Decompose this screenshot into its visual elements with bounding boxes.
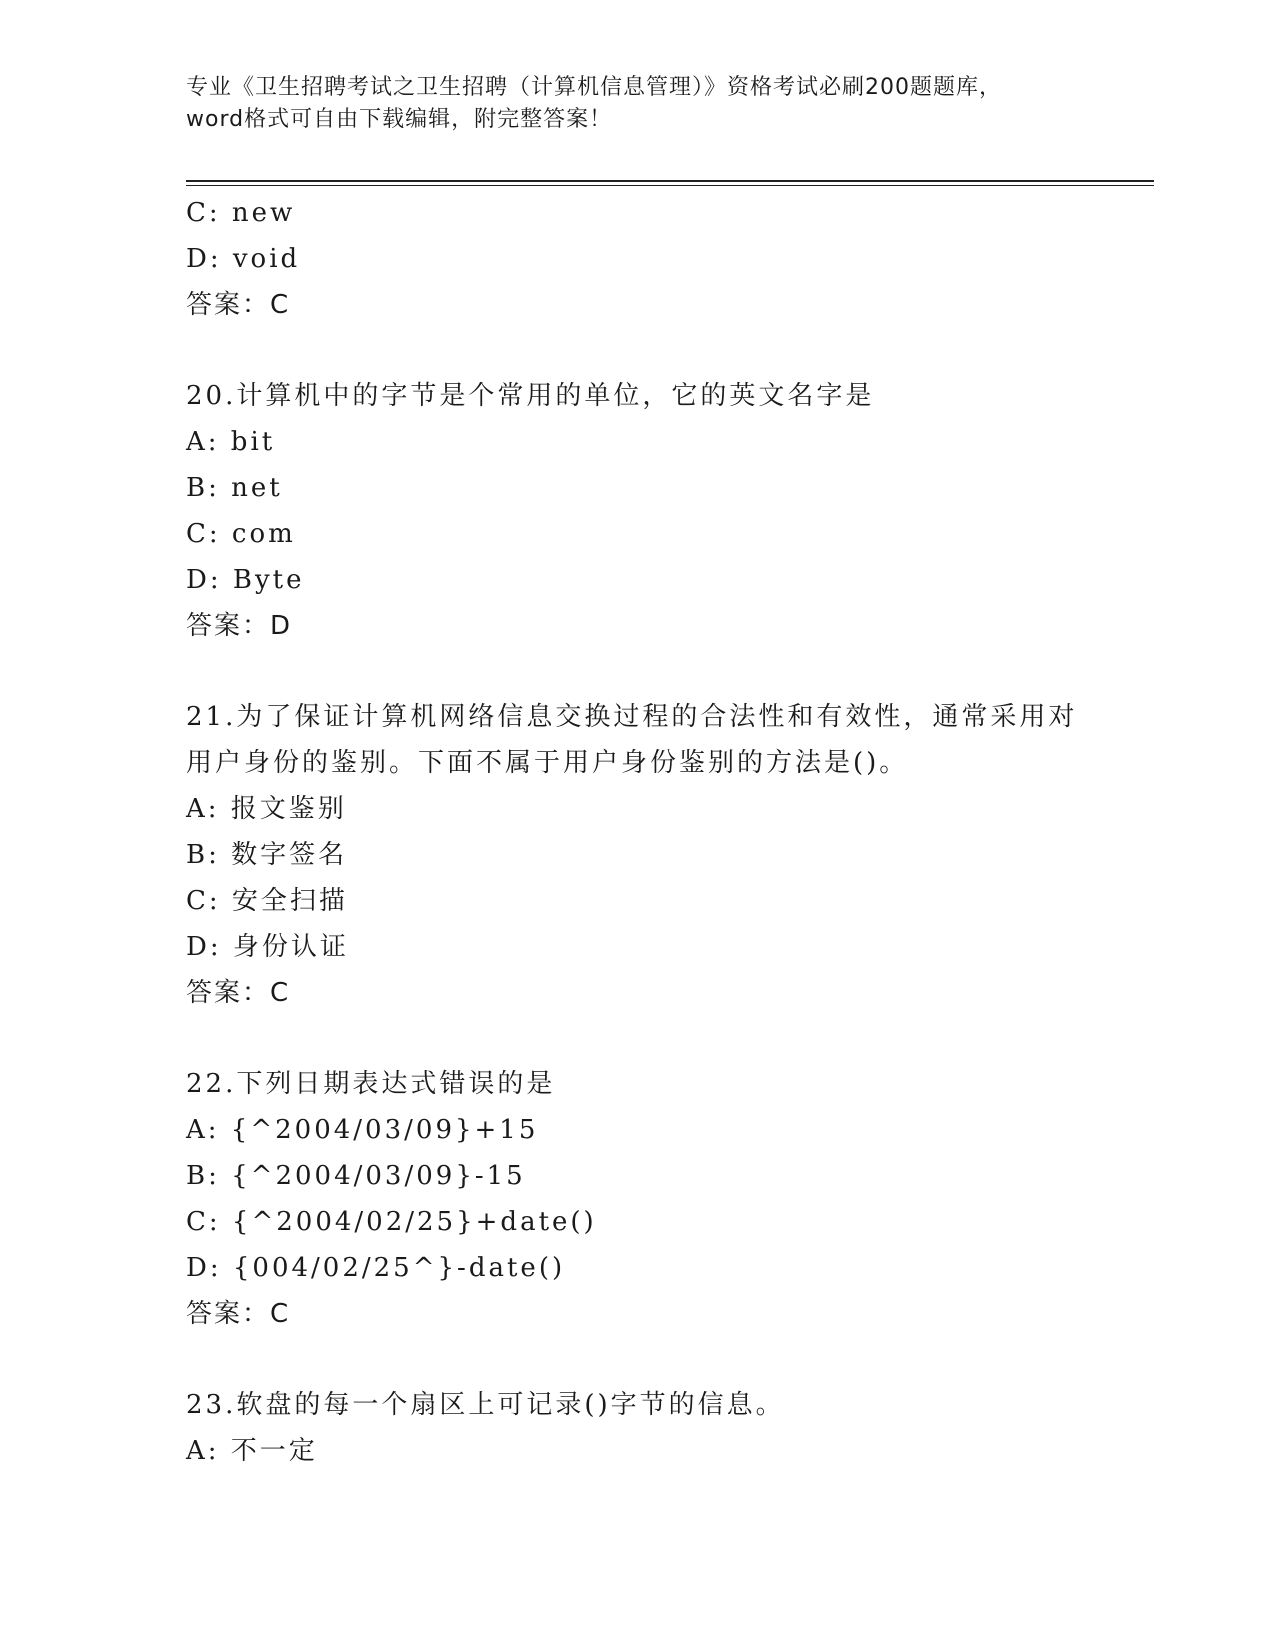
option-a: A: 不一定 bbox=[186, 1436, 318, 1466]
option-d: D: {004/02/25^}-date() bbox=[186, 1253, 566, 1283]
answer-line: 答案：D bbox=[186, 611, 293, 641]
question-text-line-1: 21.为了保证计算机网络信息交换过程的合法性和有效性，通常采用对 bbox=[186, 702, 1078, 732]
option-c: C: new bbox=[186, 198, 296, 228]
header-rule-thin bbox=[186, 185, 1154, 186]
option-d: D: 身份认证 bbox=[186, 932, 349, 962]
option-b: B: {^2004/03/09}-15 bbox=[186, 1161, 526, 1191]
header-line-2: word格式可自由下载编辑，附完整答案！ bbox=[186, 107, 613, 132]
document-header bbox=[186, 72, 1106, 136]
header-line-1: 专业《卫生招聘考试之卫生招聘（计算机信息管理）》资格考试必刷200题题库， bbox=[186, 75, 1002, 100]
question-text: 23.软盘的每一个扇区上可记录()字节的信息。 bbox=[186, 1390, 785, 1420]
option-d: D: void bbox=[186, 244, 301, 274]
spacer bbox=[186, 1337, 1146, 1382]
question-text: 22.下列日期表达式错误的是 bbox=[186, 1069, 556, 1099]
answer-line: 答案：C bbox=[186, 978, 291, 1008]
option-a: A: 报文鉴别 bbox=[186, 794, 347, 824]
option-c: C: 安全扫描 bbox=[186, 886, 348, 916]
option-b: B: 数字签名 bbox=[186, 840, 348, 870]
spacer bbox=[186, 328, 1146, 373]
spacer bbox=[186, 1016, 1146, 1061]
option-b: B: net bbox=[186, 473, 283, 503]
answer-line: 答案：C bbox=[186, 290, 291, 320]
question-text: 20.计算机中的字节是个常用的单位，它的英文名字是 bbox=[186, 381, 875, 411]
option-c: C: {^2004/02/25}+date() bbox=[186, 1207, 597, 1237]
spacer bbox=[186, 649, 1146, 694]
header-rule-thick bbox=[186, 180, 1154, 182]
option-c: C: com bbox=[186, 519, 296, 549]
question-text-line-2: 用户身份的鉴别。下面不属于用户身份鉴别的方法是()。 bbox=[186, 748, 909, 778]
answer-line: 答案：C bbox=[186, 1299, 291, 1329]
question-content bbox=[186, 190, 1146, 1474]
option-a: A: {^2004/03/09}+15 bbox=[186, 1115, 539, 1145]
option-a: A: bit bbox=[186, 427, 276, 457]
option-d: D: Byte bbox=[186, 565, 305, 595]
